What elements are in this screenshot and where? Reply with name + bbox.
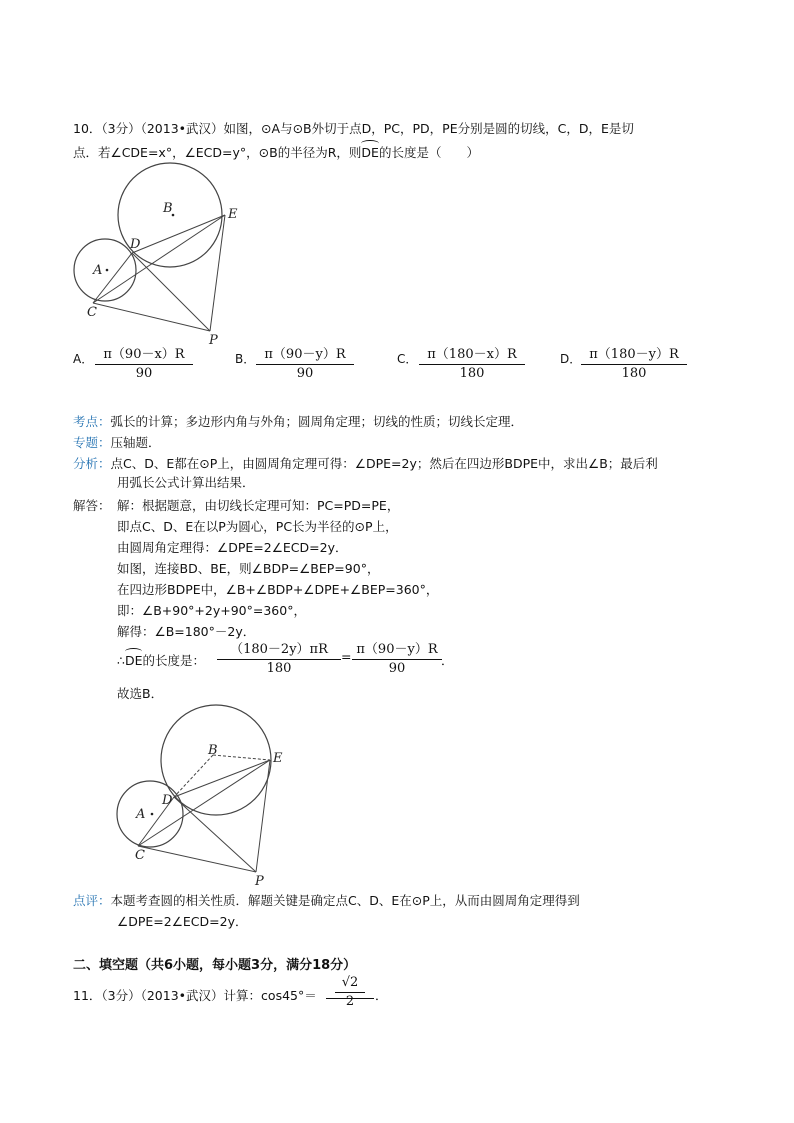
result-frac2-den: 90 (388, 661, 406, 676)
kaodian-text: 弧长的计算；多边形内角与外角；圆周角定理；切线的性质；切线长定理． (110, 414, 524, 429)
result-end: ． (441, 653, 454, 668)
jieda-line-4: 在四边形BDPE中，∠B+∠BDP+∠DPE+∠BEP=360°， (117, 582, 439, 597)
label-d-2: D (162, 793, 173, 808)
option-b-den: 90 (296, 366, 314, 381)
label-p-2: P (255, 874, 264, 889)
label-a: A (93, 263, 103, 278)
jieda-line-1: 即点C、D、E在以P为圆心，PC长为半径的⊙P上， (117, 519, 398, 534)
option-d-letter: D． (560, 352, 582, 366)
result-mid: 的长度是： (142, 653, 205, 668)
result-frac2-num: π（90－y）R (356, 642, 438, 657)
result-pre (117, 651, 205, 669)
option-a-den: 90 (135, 366, 153, 381)
pingping-row (73, 891, 580, 909)
circle-a (74, 239, 136, 301)
fenxi-line2: 用弧长公式计算出结果． (117, 475, 255, 490)
q11-blank-underline (326, 998, 374, 999)
jieda-line-0: 解：根据题意，由切线长定理可知：PC=PD=PE， (117, 498, 400, 513)
section2-heading: 二、填空题（共6小题，每小题3分，满分18分） (73, 958, 357, 973)
dashed-bd (174, 755, 213, 797)
result-frac-2 (352, 641, 442, 678)
line-ep (210, 215, 225, 331)
result-arc-de: DE (124, 653, 143, 668)
label-c-2: C (135, 848, 145, 863)
label-d: D (130, 237, 141, 252)
jieda-line-2: 由圆周角定理得：∠DPE=2∠ECD=2y． (117, 540, 348, 555)
q11-answer-frac (335, 974, 365, 1011)
choose-b: 故选B． (117, 686, 164, 701)
label-e-2: E (273, 751, 283, 766)
q10-line1: 10．（3分）（2013•武汉）如图，⊙A与⊙B外切于点D，PC，PD，PE分别是圆的切线，C，D，E是切 (73, 121, 634, 136)
q10-line2-pre: 点．若∠CDE=x°，∠ECD=y°，⊙B的半径为R，则 (73, 145, 362, 160)
kaodian-row (73, 412, 523, 430)
pingping-label: 点评： (73, 893, 111, 908)
option-c-num: π（180－x）R (427, 347, 517, 362)
jieda-label: 解答： (73, 498, 111, 513)
result-therefore: ∴ (117, 653, 125, 668)
q10-line2 (73, 143, 479, 161)
q10-line2-post: 的长度是（ ） (378, 145, 479, 160)
option-a-frac (95, 346, 193, 383)
line-dp (132, 253, 210, 331)
option-c-frac (419, 346, 525, 383)
arc-de: DE (361, 145, 379, 160)
fenxi-line1: 点C、D、E都在⊙P上，由圆周角定理可得：∠DPE=2y；然后在四边形BDPE中，求出∠B；最后利 (110, 456, 658, 471)
q11-num: √2 (341, 975, 359, 990)
option-a-letter: A． (73, 352, 94, 366)
center-a-dot-2 (151, 813, 154, 816)
jieda-line-5: 即：∠B+90°+2y+90°=360°， (117, 603, 306, 618)
q11-den: 2 (345, 994, 355, 1009)
label-c: C (87, 305, 97, 320)
jieda-line-3: 如图，连接BD、BE，则∠BDP=∠BEP=90°， (117, 561, 380, 576)
option-c-letter: C． (397, 352, 418, 366)
label-b: B (163, 201, 173, 216)
result-frac1-num: （180－2y）πR (230, 642, 328, 657)
label-p: P (209, 333, 218, 345)
fenxi-label: 分析： (73, 456, 111, 471)
pingping-line2: ∠DPE=2∠ECD=2y． (117, 914, 248, 929)
label-b-2: B (208, 743, 218, 758)
kaodian-label: 考点： (73, 414, 111, 429)
line-cd (93, 253, 132, 303)
q11-pre: 11．（3分）（2013•武汉）计算：cos45°＝ (73, 988, 317, 1003)
option-b-letter: B． (235, 352, 256, 366)
option-b-frac (256, 346, 354, 383)
figure-1 (66, 160, 246, 345)
circle-b-2 (161, 705, 271, 815)
jieda-line-6: 解得：∠B=180°－2y． (117, 624, 256, 639)
zhuanti-label: 专题： (73, 435, 111, 450)
figure-2 (112, 700, 302, 890)
result-frac-1 (217, 641, 341, 678)
dashed-be (213, 755, 270, 760)
fenxi-row (73, 454, 658, 472)
result-frac1-den: 180 (266, 661, 292, 676)
line-cp (93, 303, 210, 331)
option-b-num: π（90－y）R (264, 347, 346, 362)
pingping-line1: 本题考查圆的相关性质．解题关键是确定点C、D、E在⊙P上，从而由圆周角定理得到 (110, 893, 580, 908)
zhuanti-text: 压轴题． (110, 435, 161, 450)
zhuanti-row (73, 433, 161, 451)
option-c-den: 180 (459, 366, 485, 381)
option-d-num: π（180－y）R (589, 347, 679, 362)
option-d-den: 180 (621, 366, 647, 381)
circle-a-2 (117, 781, 183, 847)
line-ce (93, 215, 225, 303)
line-dp-2 (174, 797, 256, 872)
label-a-2: A (136, 807, 146, 822)
q11-post: ． (375, 988, 388, 1003)
line-ep-2 (256, 760, 270, 872)
label-e: E (228, 207, 238, 222)
option-d-frac (581, 346, 687, 383)
result-eq: = (341, 649, 352, 664)
option-a-num: π（90－x）R (103, 347, 185, 362)
line-cp-2 (138, 846, 256, 872)
center-a-dot (106, 269, 109, 272)
